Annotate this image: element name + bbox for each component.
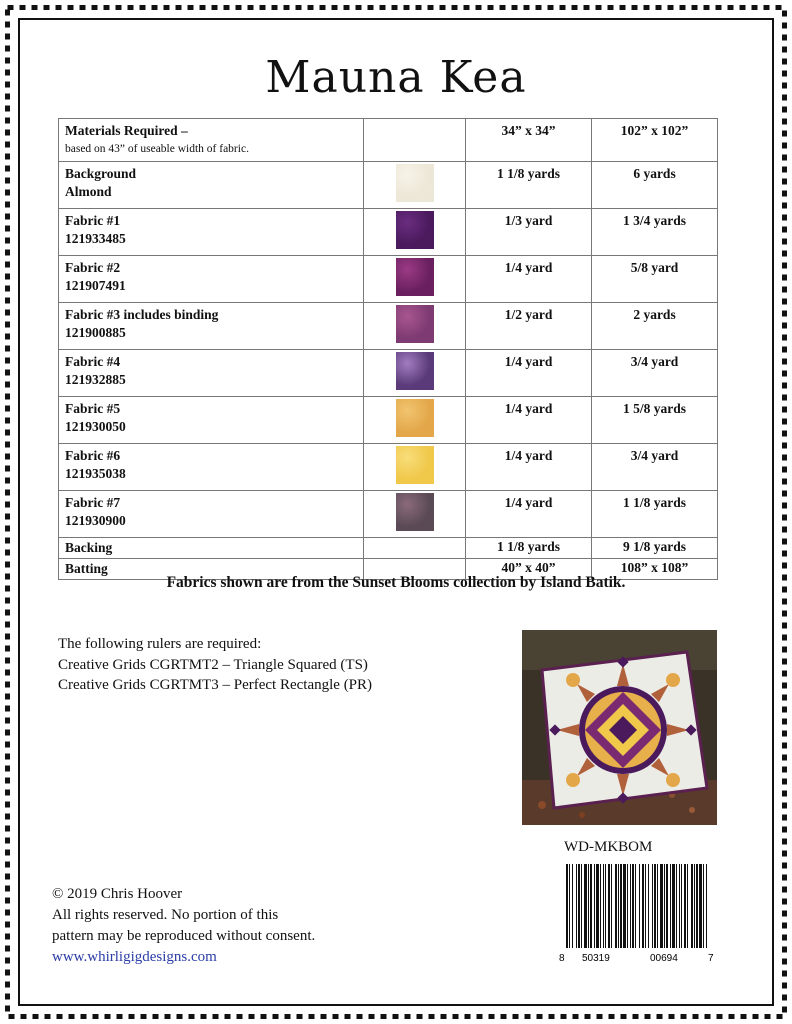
barcode-bar — [594, 864, 595, 948]
barcode-bar — [696, 864, 698, 948]
barcode-bar — [681, 864, 682, 948]
header-swatch-cell — [364, 119, 466, 162]
ruler-item: Creative Grids CGRTMT2 – Triangle Squared (TS) — [58, 656, 368, 673]
fabric-swatch — [396, 493, 434, 531]
fabric-name: Fabric #4 — [65, 354, 121, 369]
barcode-bar — [584, 864, 587, 948]
yardage-large: 1 1/8 yards — [592, 491, 718, 538]
rulers-required — [58, 634, 372, 696]
yardage-small: 1/4 yard — [466, 491, 592, 538]
barcode-bar — [679, 864, 680, 948]
fabric-swatch — [396, 305, 434, 343]
fabric-name: Fabric #2 — [65, 260, 121, 275]
table-row-backing — [59, 538, 718, 559]
barcode-bar — [581, 864, 582, 948]
barcode-bar — [566, 864, 568, 948]
barcode-bar — [648, 864, 649, 948]
barcode-bar — [623, 864, 626, 948]
header-label-cell — [59, 119, 364, 162]
barcode-bar — [672, 864, 675, 948]
website-link[interactable]: www.whirligigdesigns.com — [52, 949, 217, 965]
yardage-small: 1/4 yard — [466, 256, 592, 303]
fabric-code: 121907491 — [65, 278, 126, 293]
barcode-digits-2: 50319 — [582, 953, 610, 964]
barcode — [556, 864, 718, 964]
fabric-swatch — [396, 446, 434, 484]
barcode-bar — [691, 864, 693, 948]
table-row — [59, 303, 718, 350]
barcode-bar — [596, 864, 599, 948]
barcode-bar — [645, 864, 646, 948]
fabric-code: Almond — [65, 184, 112, 199]
fabric-name: Fabric #5 — [65, 401, 121, 416]
fabric-name: Background — [65, 166, 137, 181]
yardage-small: 1/3 yard — [466, 209, 592, 256]
fabric-code: 121930050 — [65, 419, 126, 434]
barcode-bar — [603, 864, 604, 948]
batting-small: 40” x 40” — [466, 559, 592, 580]
yardage-large: 3/4 yard — [592, 350, 718, 397]
barcode-bar — [615, 864, 617, 948]
yardage-small: 1/4 yard — [466, 397, 592, 444]
yardage-small: 1/4 yard — [466, 350, 592, 397]
page-title: Mauna Kea — [265, 52, 527, 103]
barcode-bar — [660, 864, 663, 948]
fabric-name: Fabric #6 — [65, 448, 121, 463]
fabric-name: Fabric #3 includes binding — [65, 307, 219, 322]
barcode-bar — [639, 864, 640, 948]
fabric-swatch — [396, 399, 434, 437]
barcode-bar — [684, 864, 686, 948]
fabric-code: 121935038 — [65, 466, 126, 481]
table-row — [59, 256, 718, 303]
table-row — [59, 491, 718, 538]
barcode-bar — [687, 864, 688, 948]
size-large-header: 102” x 102” — [592, 119, 718, 162]
barcode-bar — [670, 864, 671, 948]
yardage-small: 1 1/8 yards — [466, 162, 592, 209]
backing-small: 1 1/8 yards — [466, 538, 592, 559]
fabric-swatch — [396, 164, 434, 202]
barcode-bar — [703, 864, 704, 948]
rights-line: All rights reserved. No portion of this — [52, 907, 279, 923]
yardage-small: 1/2 yard — [466, 303, 592, 350]
barcode-bar — [611, 864, 612, 948]
barcode-bar — [706, 864, 707, 948]
backing-large: 9 1/8 yards — [592, 538, 718, 559]
ruler-item: Creative Grids CGRTMT3 – Perfect Rectangle (PR) — [58, 677, 373, 693]
table-header-row — [59, 119, 718, 162]
fabric-code: 121933485 — [65, 231, 126, 246]
barcode-bar — [632, 864, 634, 948]
fabric-swatch — [396, 211, 434, 249]
table-row — [59, 162, 718, 209]
barcode-bar — [578, 864, 580, 948]
barcode-bar — [600, 864, 601, 948]
fabric-swatch — [396, 258, 434, 296]
backing-label: Backing — [59, 538, 364, 559]
barcode-bar — [569, 864, 570, 948]
barcode-bar — [694, 864, 695, 948]
barcode-bar — [608, 864, 610, 948]
rulers-intro: The following rulers are required: — [58, 636, 262, 652]
barcode-bar — [652, 864, 653, 948]
fabric-collection-note: Fabrics shown are from the Sunset Blooms collection by Island Batik. — [166, 574, 626, 591]
barcode-bar — [635, 864, 636, 948]
fabric-name: Fabric #7 — [65, 495, 121, 510]
barcode-bar — [618, 864, 619, 948]
copyright-line: © 2019 Chris Hoover — [52, 886, 183, 902]
fabric-code: 121900885 — [65, 325, 126, 340]
barcode-digit-4: 7 — [708, 953, 714, 964]
copyright-block — [52, 884, 315, 968]
barcode-bar — [666, 864, 668, 948]
barcode-bar — [627, 864, 628, 948]
table-row — [59, 209, 718, 256]
yardage-large: 1 3/4 yards — [592, 209, 718, 256]
product-code: WD-MKBOM — [564, 839, 653, 855]
fabric-code: 121930900 — [65, 513, 126, 528]
materials-table — [58, 118, 718, 580]
barcode-bar — [630, 864, 631, 948]
yardage-large: 5/8 yard — [592, 256, 718, 303]
fabric-name: Fabric #1 — [65, 213, 121, 228]
table-row — [59, 397, 718, 444]
barcode-bar — [576, 864, 577, 948]
barcode-digits-3: 00694 — [650, 953, 678, 964]
barcode-bar — [605, 864, 606, 948]
barcode-bar — [654, 864, 656, 948]
size-small-header: 34” x 34” — [466, 119, 592, 162]
yardage-large: 1 5/8 yards — [592, 397, 718, 444]
table-row — [59, 350, 718, 397]
barcode-bar — [588, 864, 589, 948]
yardage-large: 6 yards — [592, 162, 718, 209]
barcode-digit-1: 8 — [559, 953, 565, 964]
yardage-large: 2 yards — [592, 303, 718, 350]
batting-label: Batting — [59, 559, 364, 580]
quilt-photo — [522, 630, 717, 825]
barcode-bar — [620, 864, 622, 948]
fabric-code: 121932885 — [65, 372, 126, 387]
barcode-bar — [664, 864, 665, 948]
rights-line: pattern may be reproduced without consent. — [52, 928, 316, 944]
barcode-bar — [572, 864, 573, 948]
materials-required-label: Materials Required – — [65, 123, 188, 138]
yardage-large: 3/4 yard — [592, 444, 718, 491]
yardage-small: 1/4 yard — [466, 444, 592, 491]
batting-large: 108” x 108” — [592, 559, 718, 580]
barcode-bar — [590, 864, 592, 948]
materials-sublabel: based on 43” of useable width of fabric. — [65, 143, 249, 155]
barcode-bar — [676, 864, 677, 948]
barcode-bar — [657, 864, 658, 948]
barcode-bar — [642, 864, 644, 948]
fabric-swatch — [396, 352, 434, 390]
barcode-bar — [699, 864, 702, 948]
table-row — [59, 444, 718, 491]
